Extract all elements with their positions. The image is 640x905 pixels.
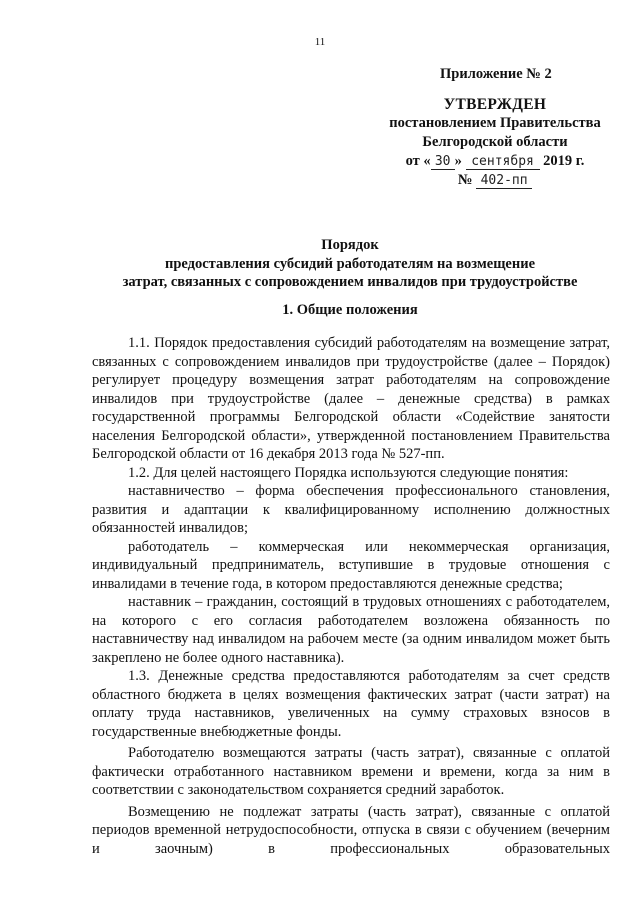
title-line-2: предоставления субсидий работодателям на возмещение	[164, 255, 536, 272]
title-line-1: Порядок	[321, 237, 379, 253]
paragraph-1-2: 1.2. Для целей настоящего Порядка используются следующие понятия:	[128, 464, 569, 481]
page-number: 11	[314, 36, 326, 48]
approval-heading: УТВЕРЖДЕН	[443, 96, 547, 113]
definition-mentorship: наставничество – форма обеспечения профессионального становления, развития и адаптации к квалифицированному исполнению должностных обязанностей инвалидов;	[92, 483, 610, 536]
document-title	[60, 236, 640, 292]
definition-employer: работодатель – коммерческая или некоммерческая организация, индивидуальный предприниматель, вступившие в трудовые отношения с инвалидами в течение года, в котором предоставляются денежные средства;	[92, 538, 610, 592]
date-prefix: от «	[405, 153, 431, 169]
number-prefix: №	[457, 172, 473, 188]
paragraph-1-3: 1.3. Денежные средства предоставляются работодателям за счет средств областного бюджета в целях возмещения фактических затрат (части затрат) на оплату труда наставников, увеличенных на сумму страховых взносов в государственные внебюджетные фонды.	[92, 668, 610, 740]
appendix-label: Приложение № 2	[440, 66, 552, 82]
number-value: 402-пп	[476, 174, 532, 189]
title-line-3: затрат, связанных с сопровождением инвалидов при трудоустройстве	[122, 274, 578, 290]
document-body	[92, 334, 610, 858]
date-mid: »	[454, 153, 462, 169]
approval-line-2: Белгородской области	[422, 134, 568, 150]
definition-mentor: наставник – гражданин, состоящий в трудовых отношениях с работодателем, на которого с его согласия работодателем возложена обязанность по наставничеству над инвалидом на рабочем месте (за одним инвалидом может быть закреплено не более одного наставника).	[92, 594, 610, 666]
date-day: 30	[431, 155, 455, 170]
paragraph-reimbursed-costs: Работодателю возмещаются затраты (часть затрат), связанные с оплатой фактически отработанного наставником времени и времени, когда за ним в соответствии с законодательством сохраняется средний заработок.	[92, 745, 610, 798]
paragraph-1-1: 1.1. Порядок предоставления субсидий работодателям на возмещение затрат, связанных с сопровождением инвалидов при трудоустройстве (далее – Порядок) регулирует процедуру возмещения затрат работодателям на сопровождение инвалидов при трудоустройстве (далее – денежные средства) в рамках государственной программы Белгородской области «Содействие занятости населения Белгородской области», утвержденной постановлением Правительства Белгородской области от 16 декабря 2013 года № 527-пп.	[92, 335, 610, 462]
approval-line-1: постановлением Правительства	[389, 115, 601, 131]
section-title: 1. Общие положения	[282, 302, 418, 318]
approval-date	[380, 152, 610, 171]
date-suffix: 2019 г.	[543, 153, 585, 169]
paragraph-non-reimbursed-costs: Возмещению не подлежат затраты (часть затрат), связанные с оплатой периодов временной нетрудоспособности, отпуска в связи с обучением (вечерним и заочным) в профессиональных образовательных	[92, 803, 610, 857]
approval-number	[380, 171, 610, 190]
date-month: сентября	[466, 155, 540, 170]
approval-block	[380, 95, 610, 190]
